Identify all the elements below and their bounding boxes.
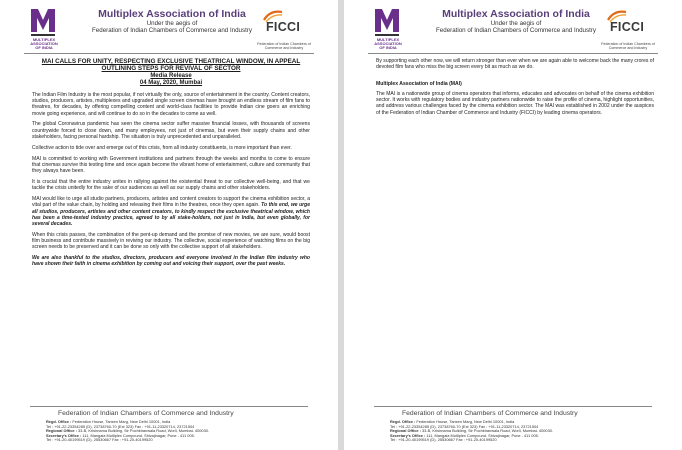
- press-release-body: [32, 58, 310, 272]
- footer-tel: Tel : +91-22-23354285 (D), 23738760-70 (Ext 323) Fax : +91-11-23320714, 23721504: [46, 423, 195, 429]
- letterhead-footer: [374, 406, 652, 450]
- footer-secretary-office: Secretary's Office : 111, Mangala Multiplex Compound, Shivajinagar, Pune - 411 005.: [46, 432, 195, 438]
- mai-logo-text: MULTIPLEX ASSOCIATION OF INDIA: [374, 37, 402, 50]
- about-heading: Multiplex Association of India (MAI): [376, 80, 462, 87]
- footer-regional-office: Regional Office : 33-B, Krishnama Building, Sir Pochkhanwala Road, Worli, Mumbai- 400030.: [390, 428, 553, 434]
- mai-logo-icon: [374, 8, 400, 38]
- release-label: Media Release: [150, 72, 192, 79]
- paragraph: The global Coronavirus pandemic has seen the cinema sector suffer massive financial losses, with thousands of screens countrywide forced to close down, and many employees, not just of cinemas, but even their supply chains and other stakeholders, facing personal hardship. The situation is truly unprecedented and unparalleled.: [32, 121, 310, 140]
- appeal-emphasis: To this end, we urge all studios, producers, artistes and other content creators, to kindly respect the exclusive theatrical window, which has been a time-tested industry practice, agreed to by all stake-holders, not just in India, but even globally, for several decades.: [32, 202, 311, 228]
- appeal-text: MAI would like to urge all studio partners, producers, artistes and content creators to support the cinema exhibition sector, a vital part of the value chain, by holding and releasing their films in the theatres, once they open again.: [32, 196, 310, 209]
- footer-title: Federation of Indian Chambers of Commerce and Industry: [402, 410, 578, 417]
- org-subtitle: Under the aegis of: [490, 20, 542, 27]
- footer-secretary-tel: Tel : +91-20-40199519 (D), 25530667 Fax : +91-20-40199520: [390, 437, 497, 443]
- thanks-text: We are also thankful to the studios, directors, producers and everyone involved in the Indian film industry who have shown their faith in cinema exhibition by coming out and voicing their support, over the past weeks.: [32, 255, 310, 268]
- footer-regional-office: Regional Office : 33-B, Krishnama Building, Sir Pochkhanwala Road, Worli, Mumbai- 400030.: [46, 428, 209, 434]
- ficci-logo: [260, 8, 308, 42]
- ficci-logo-text: FICCI: [610, 20, 645, 34]
- document-page-2: [344, 0, 682, 450]
- release-date: 04 May, 2020, Mumbai: [139, 79, 203, 86]
- footer-secretary-office: Secretary's Office : 111, Mangala Multiplex Compound, Shivajinagar, Pune - 411 005.: [390, 432, 539, 438]
- org-parent: Federation of Indian Chambers of Commerce and Industry: [436, 27, 596, 34]
- footer-divider: [30, 406, 308, 407]
- header-divider: [24, 53, 314, 54]
- org-name: Multiplex Association of India: [442, 8, 590, 20]
- press-release-continued: [376, 58, 654, 121]
- footer-title: Federation of Indian Chambers of Commerce and Industry: [58, 410, 234, 417]
- letterhead-header: [344, 4, 682, 48]
- paragraph: Collective action to tide over and emerge out of this crisis, from all industry constituents, is more important than ever.: [32, 144, 292, 151]
- org-name: Multiplex Association of India: [98, 8, 246, 20]
- paragraph: MAI is committed to working with Government institutions and partners through the weeks and months to come to ensure that cinemas survive this testing time and once again become the vibrant home of entertainment, culture and community that they always have been.: [32, 155, 311, 175]
- header-divider: [368, 53, 658, 54]
- org-title-block: [436, 8, 596, 34]
- about-paragraph: The MAI is a nationwide group of cinema operators that informs, educates and advocates on behalf of the cinema exhibition sector. It works with regulatory bodies and industry partners nationwide to raise the profile of cinema, highlight opportunities, and address various challenges faced by the cinema exhibition sector. The MAI was established in 2002 under the auspices of the Federation of Indian Chamber of Commerce and Industry (FICCI) by leading cinema operators.: [376, 90, 654, 116]
- ficci-logo: [604, 8, 652, 42]
- footer-regd-office: Regd. Office : Federation House, Tansen Marg, New Delhi 10001, India: [390, 419, 515, 424]
- paragraph: The Indian Film Industry is the most popular, if not virtually the only, source of entertainment in the country. Content creators, studios, producers, artistes, multiplexes and upgraded single screen cinemas have brought an endless stream of film fans to theatres, for decades, by offering compelling content and world-class facilities to provide Indian cine goers an enriching movie going experience, and will continue to do so in the decades to come as well.: [32, 91, 310, 117]
- mai-logo-text: MULTIPLEX ASSOCIATION OF INDIA: [30, 37, 58, 50]
- mai-logo-icon: [30, 8, 56, 38]
- closing-paragraph: By supporting each other now, we will return stronger than ever when we are again able to welcome back the many crores of devoted film fans who miss the big screen every bit as much as we do.: [376, 58, 655, 71]
- footer-secretary-tel: Tel : +91-20-40199519 (D), 25530667 Fax : +91-20-40199520: [46, 437, 153, 443]
- letterhead-header: [0, 4, 338, 48]
- org-subtitle: Under the aegis of: [146, 20, 198, 27]
- footer-divider: [374, 406, 652, 407]
- ficci-caption: Federation of Indian Chambers of Commerce and Industry: [257, 42, 311, 50]
- ficci-logo-text: FICCI: [266, 20, 301, 34]
- org-title-block: [92, 8, 252, 34]
- paragraph: When this crisis passes, the combination of the pent-up demand and the promise of new movies, we are sure, would boost film business and contribute massively in reviving our industry. The collective, social experience of watching films on the big screen needs to be preserved and it can be done so only with the collective support of all stakeholders.: [32, 231, 310, 251]
- letterhead-footer: [30, 406, 308, 450]
- thanks-paragraph: [32, 255, 310, 268]
- ficci-caption: Federation of Indian Chambers of Commerce and Industry: [601, 42, 655, 50]
- release-title: MAI CALLS FOR UNITY, RESPECTING EXCLUSIVE THEATRICAL WINDOW, IN APPEAL OUTLINING STEPS FOR REVIVAL OF SECTOR: [41, 58, 301, 73]
- document-page-1: [0, 0, 338, 450]
- paragraph-support-appeal: [32, 196, 310, 227]
- footer-tel: Tel : +91-22-23354285 (D), 23738760-70 (Ext 323) Fax : +91-11-23320714, 23721504: [390, 423, 539, 429]
- org-parent: Federation of Indian Chambers of Commerce and Industry: [92, 27, 252, 34]
- footer-regd-office: Regd. Office : Federation House, Tansen Marg, New Delhi 10001, India: [46, 419, 171, 424]
- paragraph: It is crucial that the entire industry unites in rallying against the existential threat to our collective well-being, and that we tackle the crisis unitedly for the sake of our audiences as well as our supply chains and other stakeholders.: [32, 178, 310, 192]
